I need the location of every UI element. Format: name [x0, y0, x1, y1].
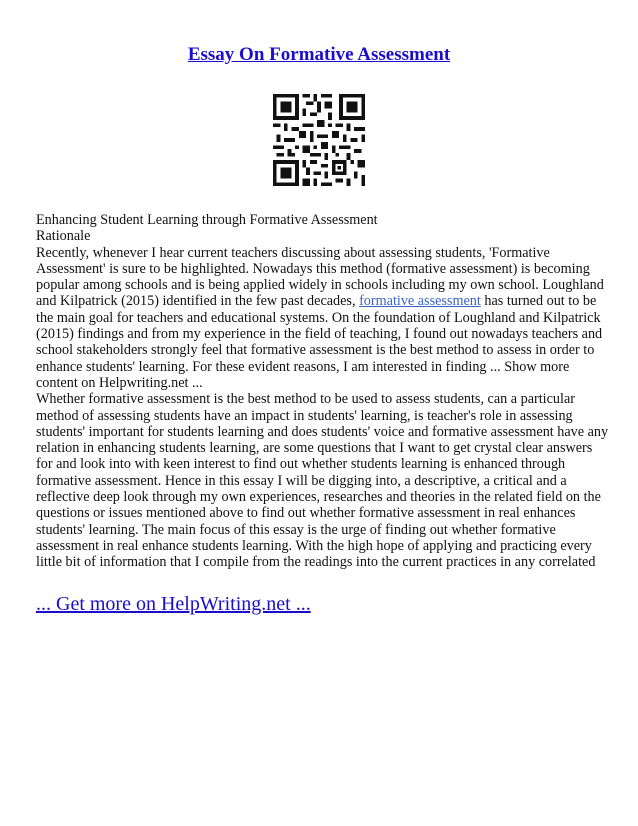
text-fragment: and Kilpatrick (2015) identified in the few past decades, [36, 293, 360, 310]
paragraph-1-line: content on Helpwriting.net ... [36, 374, 203, 391]
paragraph-2-line: for and look into with keen interest to find out whether students learning is enhanced through [36, 456, 566, 473]
paragraph-1-line-with-link [36, 293, 606, 309]
essay-subheading: Rationale [36, 228, 91, 245]
paragraph-1-line: Recently, whenever I hear current teachers discussing about assessing students, 'Formative [36, 244, 550, 261]
formative-assessment-link[interactable]: formative assessment [359, 293, 481, 310]
paragraph-2-line: method of assessing students have an impact in students' learning, is teacher's role in assessing [36, 407, 573, 424]
essay-heading: Enhancing Student Learning through Formative Assessment [36, 212, 378, 228]
qr-code-icon [273, 94, 365, 186]
paragraph-2-line: questions or issues mentioned above to find out whether formative assessment in real enhances [36, 505, 576, 522]
paragraph-1-line: (2015) findings and from my experience in the field of teaching, I found out nowadays teachers and [36, 326, 603, 343]
paragraph-2-line: reflective deep look through my own experiences, researches and theories in the related field on the [36, 489, 601, 506]
page-title-link[interactable]: Essay On Formative Assessment [187, 44, 451, 65]
text-fragment: has turned out to be [480, 293, 597, 310]
paragraph-2-line: students' important for students learning and does students' voice and formative assessment have any [36, 423, 609, 440]
paragraph-2-line: formative assessment. Hence in this essay I will be digging into, a descriptive, a critical and a [36, 472, 567, 489]
get-more-link[interactable]: ... Get more on HelpWriting.net ... [36, 593, 311, 615]
paragraph-2-line: assessment in real enhance students learning. With the high hope of applying and practicing every [36, 537, 592, 554]
paragraph-1-line: enhance students' learning. For these evident reasons, I am interested in finding ... Show more [36, 358, 570, 375]
essay-body [36, 212, 609, 571]
paragraph-2-line: little bit of information that I compile from the readings into the current practices in any correlated [36, 554, 596, 571]
paragraph-2-line: Whether formative assessment is the best method to be used to assess students, can a particular [36, 391, 575, 408]
paragraph-1-line: the main goal for teachers and educational systems. On the foundation of Loughland and Kilpatrick [36, 309, 601, 326]
paragraph-1-line: school stakeholders strongly feel that formative assessment is the best method to assess in order to [36, 342, 595, 359]
paragraph-2-line: relation in enhancing students learning, are some questions that I want to get crystal clear answers [36, 440, 593, 457]
paragraph-1-line: Assessment' is sure to be highlighted. Nowadays this method (formative assessment) is becoming [36, 260, 590, 277]
paragraph-1-line: popular among schools and is being applied widely in schools including my own school. Loughland [36, 277, 604, 294]
paragraph-2-line: students' learning. The main focus of this essay is the urge of finding out whether formative [36, 521, 556, 538]
